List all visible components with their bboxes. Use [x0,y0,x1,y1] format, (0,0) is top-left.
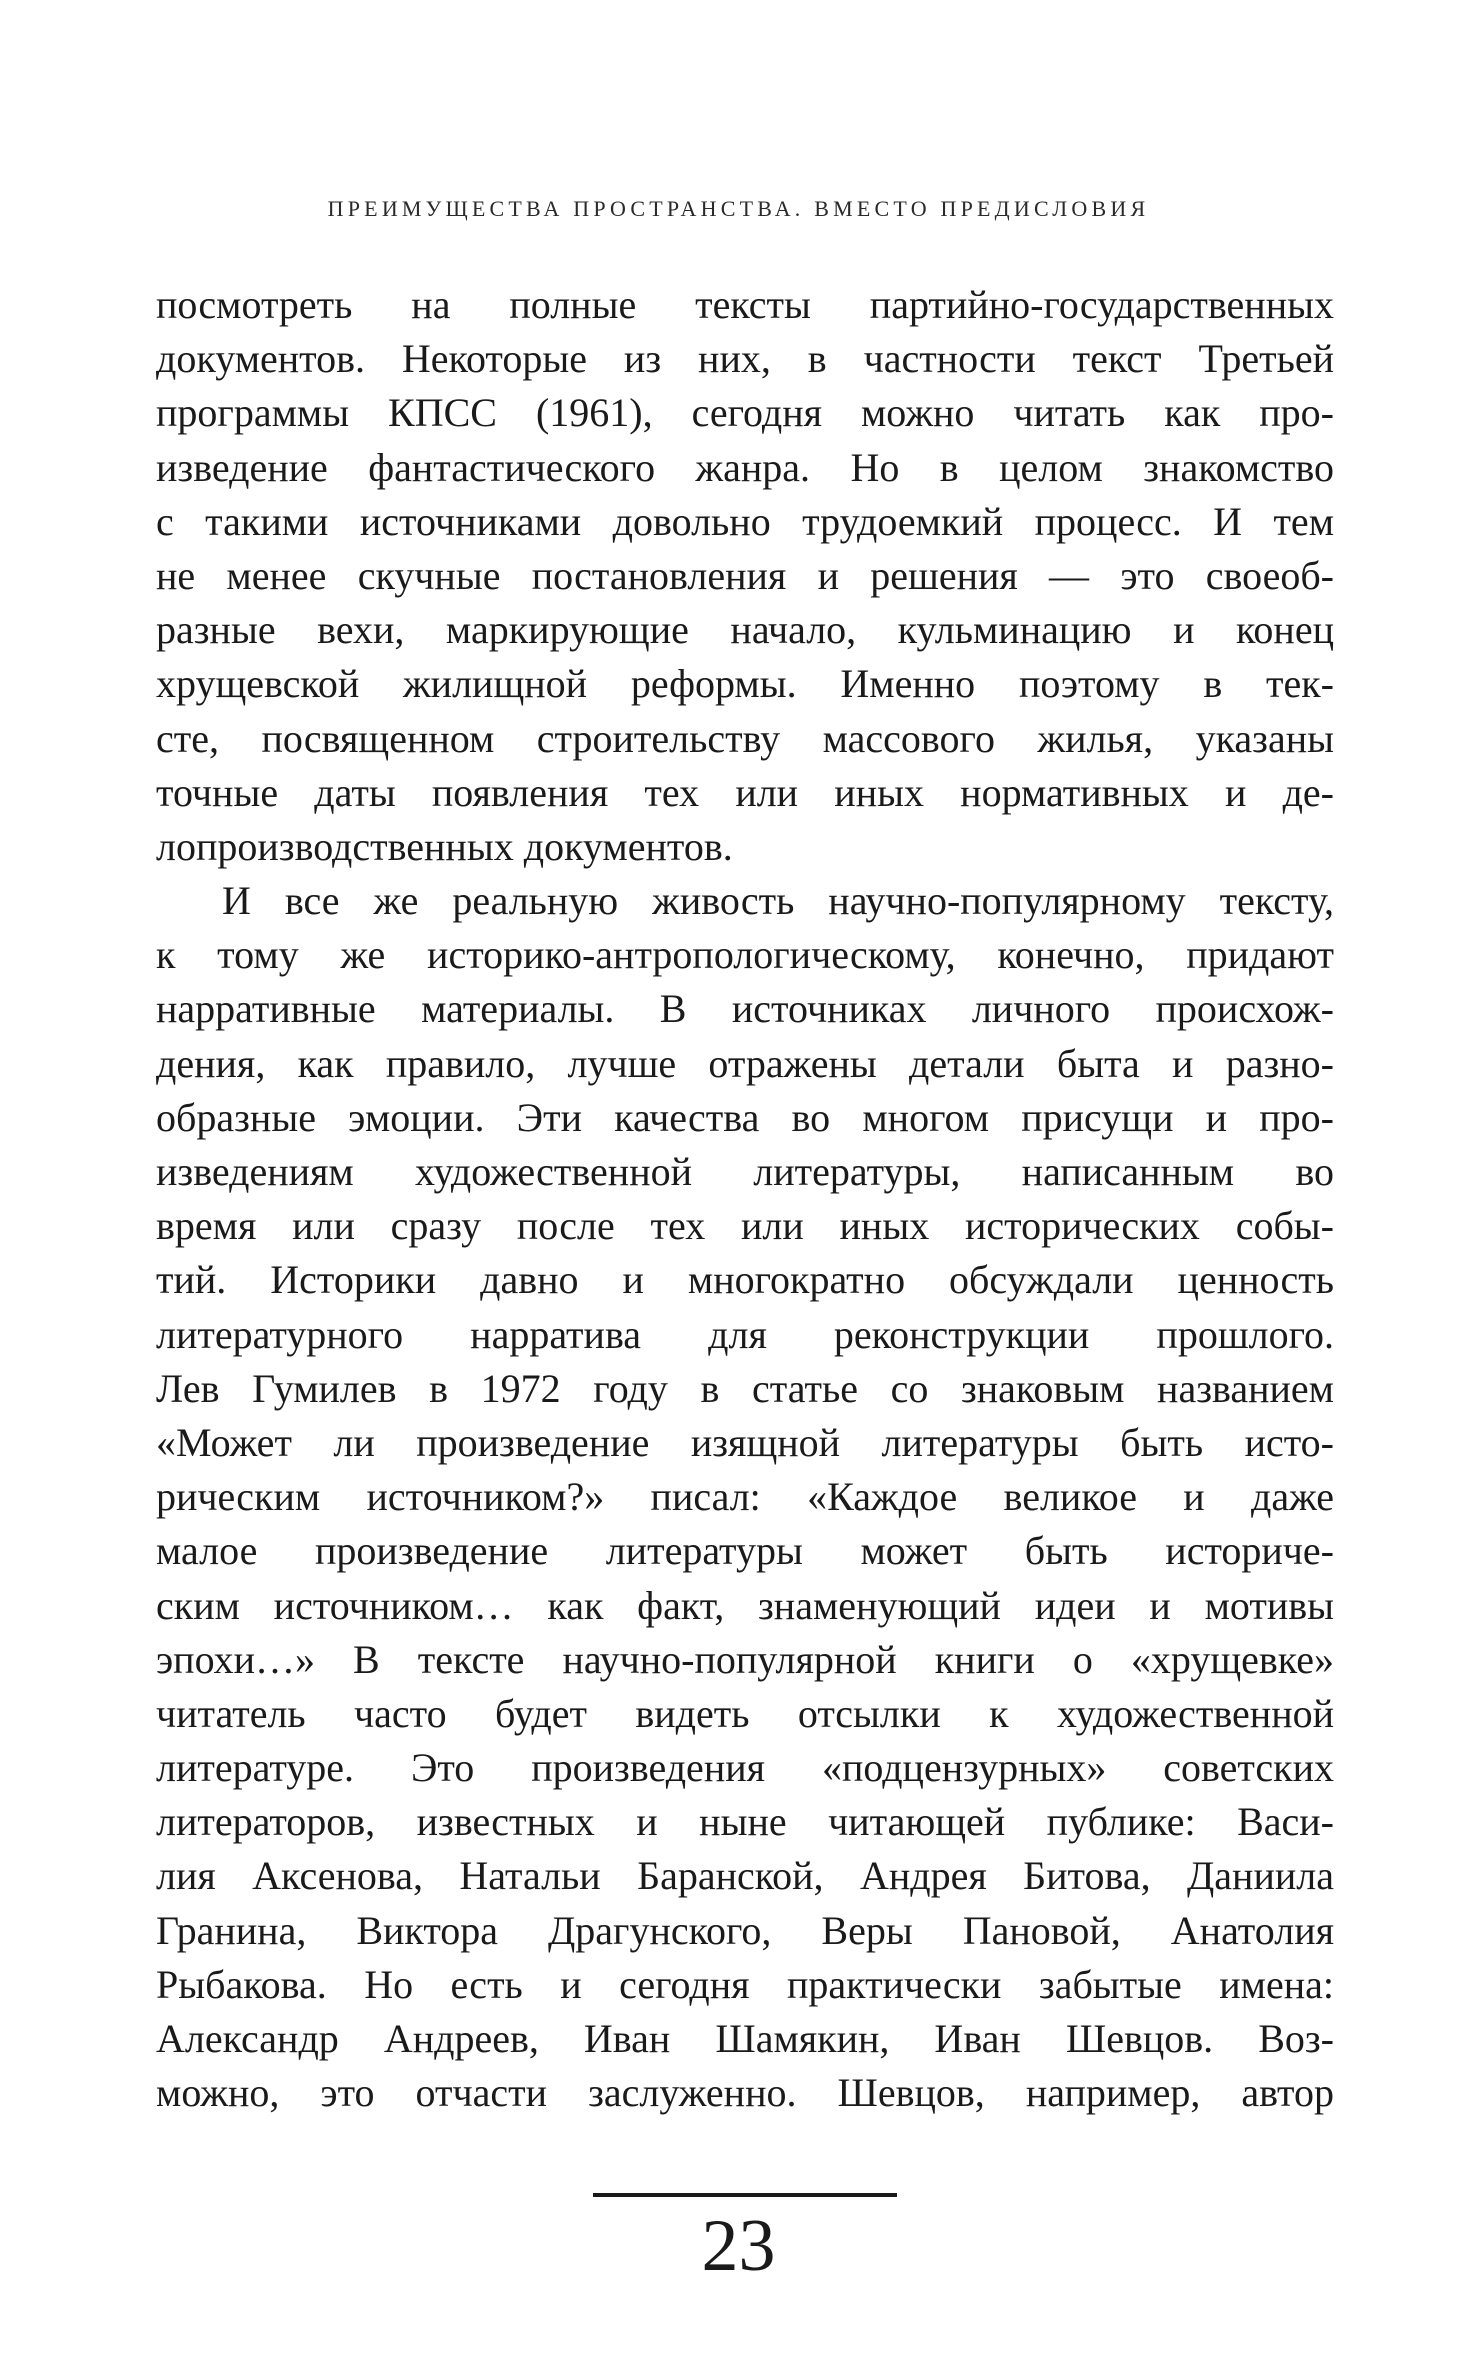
text-line: изведение фантастического жанра. Но в целом знакомство [156,444,1334,490]
text-line: литературного нарратива для реконструкции прошлого. [156,1311,1334,1357]
text-line: Александр Андреев, Иван Шамякин, Иван Шевцов. Воз- [156,2016,1334,2061]
text-line: читатель часто будет видеть отсылки к художественной [156,1690,1334,1736]
text-line: Гранина, Виктора Драгунского, Веры Пановой, Анатолия [156,1907,1334,1953]
text-line: изведениям художественной литературы, написанным во [156,1149,1334,1194]
text-line: лия Аксенова, Натальи Баранской, Андрея Битова, Даниила [156,1853,1334,1899]
text-line: сте, посвященном строительству массового жилья, указаны [156,715,1334,761]
text-line: малое произведение литературы может быть историче- [156,1528,1334,1574]
text-line: дения, как правило, лучше отражены детали быта и разно- [156,1040,1334,1086]
text-line: документов. Некоторые из них, в частности текст Третьей [156,336,1334,382]
body-text [156,278,1334,2120]
text-line: программы КПСС (1961), сегодня можно читать как про- [156,390,1334,436]
text-line: тий. Историки давно и многократно обсуждали ценность [156,1257,1334,1303]
text-line: не менее скучные постановления и решения — это своеоб- [156,552,1334,598]
text-line: хрущевской жилищной реформы. Именно поэтому в тек- [156,661,1334,707]
text-line: литературе. Это произведения «подцензурных» советских [156,1745,1334,1791]
text-line: Рыбакова. Но есть и сегодня практически забытые имена: [156,1961,1334,2007]
text-line: время или сразу после тех или иных исторических собы- [156,1203,1334,1249]
paragraph-start-line: И все же реальную живость научно-популярному тексту, [222,878,1334,924]
text-line: литераторов, известных и ныне читающей публике: Васи- [156,1799,1334,1845]
paragraph-end-line: лопроизводственных документов. [156,823,733,869]
text-line: можно, это отчасти заслуженно. Шевцов, например, автор [156,2070,1334,2116]
text-line: нарративные материалы. В источниках личного происхож- [156,986,1334,1032]
page-number: 23 [701,2205,776,2287]
text-line: образные эмоции. Эти качества во многом присущи и про- [156,1094,1334,1140]
text-line: с такими источниками довольно трудоемкий процесс. И тем [156,498,1334,544]
text-line: ским источником… как факт, знаменующий идеи и мотивы [156,1582,1334,1628]
text-line: «Может ли произведение изящной литературы быть исто- [156,1419,1334,1465]
text-line: разные вехи, маркирующие начало, кульминацию и конец [156,607,1334,653]
text-line: рическим источником?» писал: «Каждое великое и даже [156,1474,1334,1520]
text-line: точные даты появления тех или иных нормативных и де- [156,769,1334,815]
text-line: эпохи…» В тексте научно-популярной книги о «хрущевке» [156,1636,1334,1682]
text-line: посмотреть на полные тексты партийно-государственных [156,282,1334,327]
text-line: к тому же историко-антропологическому, конечно, придают [156,932,1334,978]
text-line: Лев Гумилев в 1972 году в статье со знаковым названием [156,1365,1334,1411]
footer-rule [593,2193,897,2197]
running-head: ПРЕИМУЩЕСТВА ПРОСТРАНСТВА. ВМЕСТО ПРЕДИСЛОВИЯ [327,196,1150,221]
